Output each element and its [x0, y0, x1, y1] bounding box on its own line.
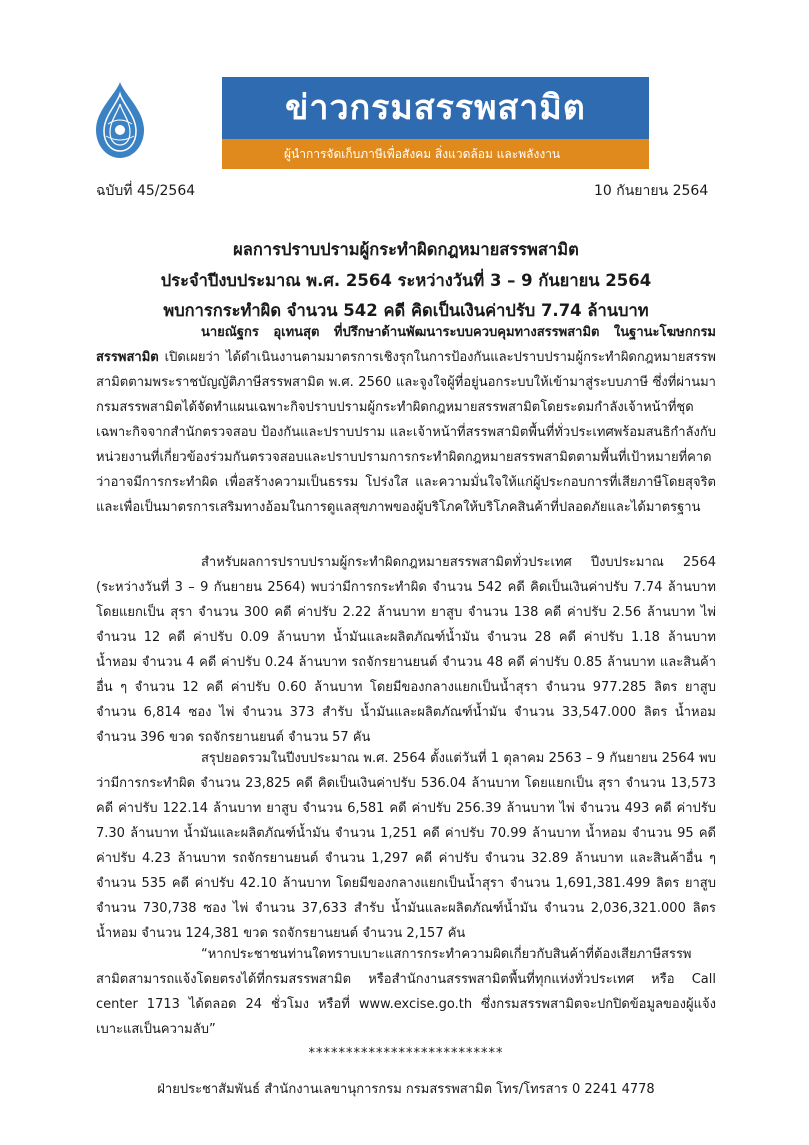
- paragraph-fiscal-year-summary: สรุปยอดรวมในปีงบประมาณ พ.ศ. 2564 ตั้งแต่วันที่ 1 ตุลาคม 2563 – 9 กันยายน 2564 พบว่ามีการกระทำผิด จำนวน 23,825 คดี คิดเป็นเงินค่าปรับ 536.04 ล้านบาท โดยแยกเป็น สุรา จำนวน 13,573 คดี ค่าปรับ 122.14 ล้านบาท ยาสูบ จำนวน 6,581 คดี ค่าปรับ 256.39 ล้านบาท ไพ่ จำนวน 493 คดี ค่าปรับ 7.30 ล้านบาท น้ำมันและผลิตภัณฑ์น้ำมัน จำนวน 1,251 คดี ค่าปรับ 70.99 ล้านบาท น้ำหอม จำนวน 95 คดี ค่าปรับ 4.23 ล้านบาท รถจักรยานยนต์ จำนวน 1,297 คดี ค่าปรับ จำนวน 32.89 ล้านบาท และสินค้าอื่น ๆ จำนวน 535 คดี ค่าปรับ 42.10 ล้านบาท โดยมีของกลางแยกเป็นน้ำสุรา จำนวน 1,691,381.499 ลิตร ยาสูบ จำนวน 730,738 ซอง ไพ่ จำนวน 37,633 สำรับ น้ำมันและผลิตภัณฑ์น้ำมัน จำนวน 2,036,321.000 ลิตร น้ำหอม จำนวน 124,381 ขวด รถจักรยานยนต์ จำนวน 2,157 คัน: [96, 751, 716, 941]
- spokesperson-name: นายณัฐกร อุเทนสุต ที่ปรึกษาด้านพัฒนาระบบควบคุมทางสรรพสามิต ในฐานะโฆษกกรมสรรพสามิต: [96, 325, 716, 365]
- banner-title: ข่าวกรมสรรพสามิต: [222, 77, 649, 139]
- headline-line-2: ประจำปีงบประมาณ พ.ศ. 2564 ระหว่างวันที่ 3 – 9 กันยายน 2564: [160, 271, 652, 290]
- news-banner: [222, 77, 649, 169]
- footer-contact: ฝ่ายประชาสัมพันธ์ สำนักงานเลขานุการกรม กรมสรรพสามิต โทร/โทรสาร 0 2241 4778: [157, 1082, 655, 1097]
- headline-line-1: ผลการปราบปรามผู้กระทำผิดกฎหมายสรรพสามิต: [233, 240, 579, 259]
- paragraph-intro-text: เปิดเผยว่า ได้ดำเนินงานตามมาตรการเชิงรุกในการป้องกันและปราบปรามผู้กระทำผิดกฎหมายสรรพสามิตตามพระราชบัญญัติภาษีสรรพสามิต พ.ศ. 2560 และจูงใจผู้ที่อยู่นอกระบบให้เข้ามาสู่ระบบภาษี ซึ่งที่ผ่านมา กรมสรรพสามิตได้จัดทำแผนเฉพาะกิจปราบปรามผู้กระทำผิดกฎหมายสรรพสามิตโดยระดมกำลังเจ้าหน้าที่ชุดเฉพาะกิจจากสำนักตรวจสอบ ป้องกันและปราบปราม และเจ้าหน้าที่สรรพสามิตพื้นที่ทั่วประเทศพร้อมสนธิกำลังกับหน่วยงานที่เกี่ยวข้องร่วมกันตรวจสอบและปราบปรามการกระทำผิดกฎหมายสรรพสามิตตามพื้นที่เป้าหมายที่คาดว่าอาจมีการกระทำผิด เพื่อสร้างความเป็นธรรม โปร่งใส และความมั่นใจให้แก่ผู้ประกอบการที่เสียภาษีโดยสุจริต และเพื่อเป็นมาตรการเสริมทางอ้อมในการดูแลสุขภาพของผู้บริโภคให้บริโภคสินค้าที่ปลอดภัยและได้มาตรฐาน: [96, 350, 716, 515]
- paragraph-weekly-results: สำหรับผลการปราบปรามผู้กระทำผิดกฎหมายสรรพสามิตทั่วประเทศ ปีงบประมาณ 2564 (ระหว่างวันที่ 3 – 9 กันยายน 2564) พบว่ามีการกระทำผิด จำนวน 542 คดี คิดเป็นเงินค่าปรับ 7.74 ล้านบาท โดยแยกเป็น สุรา จำนวน 300 คดี ค่าปรับ 2.22 ล้านบาท ยาสูบ จำนวน 138 คดี ค่าปรับ 2.56 ล้านบาท ไพ่ จำนวน 12 คดี ค่าปรับ 0.09 ล้านบาท น้ำมันและผลิตภัณฑ์น้ำมัน จำนวน 28 คดี ค่าปรับ 1.18 ล้านบาท น้ำหอม จำนวน 4 คดี ค่าปรับ 0.24 ล้านบาท รถจักรยานยนต์ จำนวน 48 คดี ค่าปรับ 0.85 ล้านบาท และสินค้าอื่น ๆ จำนวน 12 คดี ค่าปรับ 0.60 ล้านบาท โดยมีของกลางแยกเป็นน้ำสุรา จำนวน 977.285 ลิตร ยาสูบ จำนวน 6,814 ซอง ไพ่ จำนวน 373 สำรับ น้ำมันและผลิตภัณฑ์น้ำมัน จำนวน 33,547.000 ลิตร น้ำหอม จำนวน 396 ขวด รถจักรยานยนต์ จำนวน 57 คัน: [96, 555, 716, 745]
- headline-line-3: พบการกระทำผิด จำนวน 542 คดี คิดเป็นเงินค่าปรับ 7.74 ล้านบาท: [163, 301, 649, 320]
- issue-date: 10 กันยายน 2564: [594, 183, 709, 199]
- paragraph-intro: [96, 320, 716, 520]
- separator: **************************: [308, 1046, 504, 1061]
- paragraph-tip-off-notice: “หากประชาชนท่านใดทราบเบาะแสการกระทำความผิดเกี่ยวกับสินค้าที่ต้องเสียภาษีสรรพสามิตสามารถแจ้งโดยตรงได้ที่กรมสรรพสามิต หรือสำนักงานสรรพสามิตพื้นที่ทุกแห่งทั่วประเทศ หรือ Call center 1713 ได้ตลอด 24 ชั่วโมง หรือที่ www.excise.go.th ซึ่งกรมสรรพสามิตจะปกปิดข้อมูลของผู้แจ้งเบาะแสเป็นความลับ”: [96, 947, 716, 1037]
- banner-subtitle: ผู้นำการจัดเก็บภาษีเพื่อสังคม สิ่งแวดล้อม และพลังงาน: [222, 139, 649, 169]
- issue-number: ฉบับที่ 45/2564: [96, 183, 196, 199]
- excise-department-emblem-icon: [88, 80, 152, 162]
